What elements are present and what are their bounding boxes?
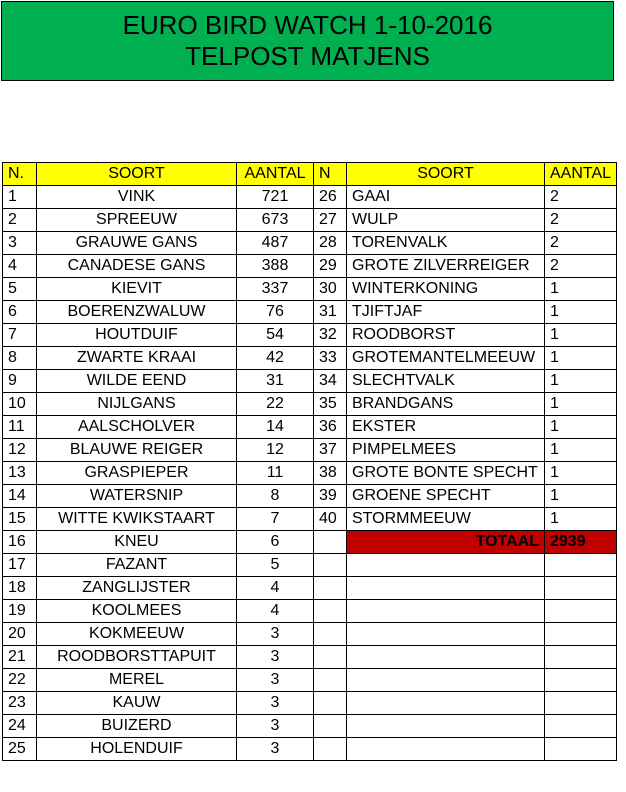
row-number: 20 xyxy=(3,623,37,646)
empty-cell xyxy=(545,692,617,715)
row-number: 33 xyxy=(314,347,347,370)
species-count: 1 xyxy=(545,278,617,301)
species-count: 4 xyxy=(237,600,314,623)
header-num-left: N. xyxy=(3,163,37,186)
species-name: SLECHTVALK xyxy=(347,370,545,393)
species-name: BLAUWE REIGER xyxy=(37,439,237,462)
species-count: 2 xyxy=(545,209,617,232)
table-row xyxy=(3,232,617,255)
row-number: 5 xyxy=(3,278,37,301)
species-name: TJIFTJAF xyxy=(347,301,545,324)
table-row xyxy=(3,209,617,232)
species-name: NIJLGANS xyxy=(37,393,237,416)
empty-cell xyxy=(545,646,617,669)
species-count: 1 xyxy=(545,370,617,393)
row-number: 7 xyxy=(3,324,37,347)
species-name: BRANDGANS xyxy=(347,393,545,416)
header-name-right: SOORT xyxy=(347,163,545,186)
title-banner xyxy=(1,1,614,81)
empty-cell xyxy=(314,600,347,623)
species-count: 1 xyxy=(545,393,617,416)
species-count: 1 xyxy=(545,347,617,370)
species-name: EKSTER xyxy=(347,416,545,439)
species-name: GRASPIEPER xyxy=(37,462,237,485)
row-number: 13 xyxy=(3,462,37,485)
species-count: 6 xyxy=(237,531,314,554)
empty-cell xyxy=(347,715,545,738)
species-name: KIEVIT xyxy=(37,278,237,301)
header-count-left: AANTAL xyxy=(237,163,314,186)
species-count: 12 xyxy=(237,439,314,462)
empty-cell xyxy=(545,577,617,600)
row-number: 2 xyxy=(3,209,37,232)
row-number: 31 xyxy=(314,301,347,324)
species-count: 8 xyxy=(237,485,314,508)
empty-cell xyxy=(314,692,347,715)
row-number: 24 xyxy=(3,715,37,738)
species-count: 11 xyxy=(237,462,314,485)
table-row xyxy=(3,531,617,554)
species-name: WATERSNIP xyxy=(37,485,237,508)
species-name: BUIZERD xyxy=(37,715,237,738)
species-count: 487 xyxy=(237,232,314,255)
empty-cell xyxy=(545,669,617,692)
table-row xyxy=(3,669,617,692)
species-count: 3 xyxy=(237,646,314,669)
species-count: 1 xyxy=(545,485,617,508)
species-count: 337 xyxy=(237,278,314,301)
title-line-2: TELPOST MATJENS xyxy=(185,41,430,71)
species-count: 54 xyxy=(237,324,314,347)
species-count: 388 xyxy=(237,255,314,278)
table-row xyxy=(3,370,617,393)
table-row xyxy=(3,715,617,738)
table-row xyxy=(3,301,617,324)
table-row xyxy=(3,324,617,347)
row-number: 4 xyxy=(3,255,37,278)
row-number: 30 xyxy=(314,278,347,301)
species-count: 2 xyxy=(545,186,617,209)
row-number: 12 xyxy=(3,439,37,462)
table-row xyxy=(3,255,617,278)
species-count: 1 xyxy=(545,439,617,462)
table-row xyxy=(3,646,617,669)
empty-cell xyxy=(347,646,545,669)
row-number: 23 xyxy=(3,692,37,715)
row-number: 29 xyxy=(314,255,347,278)
row-number: 21 xyxy=(3,646,37,669)
species-name: AALSCHOLVER xyxy=(37,416,237,439)
species-name: WINTERKONING xyxy=(347,278,545,301)
species-name: GAAI xyxy=(347,186,545,209)
empty-cell xyxy=(347,738,545,761)
species-count: 3 xyxy=(237,669,314,692)
species-count: 2 xyxy=(545,232,617,255)
empty-cell xyxy=(545,715,617,738)
table-row xyxy=(3,577,617,600)
table-row xyxy=(3,623,617,646)
row-number: 38 xyxy=(314,462,347,485)
row-number: 39 xyxy=(314,485,347,508)
bird-count-table xyxy=(2,162,617,761)
species-name: CANADESE GANS xyxy=(37,255,237,278)
species-count: 3 xyxy=(237,623,314,646)
row-number: 18 xyxy=(3,577,37,600)
row-number: 10 xyxy=(3,393,37,416)
total-label: TOTAAL xyxy=(347,531,545,554)
row-number: 25 xyxy=(3,738,37,761)
total-value: 2939 xyxy=(545,531,617,554)
species-name: ROODBORSTTAPUIT xyxy=(37,646,237,669)
row-number: 6 xyxy=(3,301,37,324)
row-number: 40 xyxy=(314,508,347,531)
empty-cell xyxy=(314,554,347,577)
row-number: 14 xyxy=(3,485,37,508)
header-num-right: N xyxy=(314,163,347,186)
species-name: HOUTDUIF xyxy=(37,324,237,347)
row-number: 9 xyxy=(3,370,37,393)
header-name-left: SOORT xyxy=(37,163,237,186)
species-count: 4 xyxy=(237,577,314,600)
empty-cell xyxy=(347,577,545,600)
species-name: KOKMEEUW xyxy=(37,623,237,646)
species-name: PIMPELMEES xyxy=(347,439,545,462)
species-count: 1 xyxy=(545,462,617,485)
row-number: 26 xyxy=(314,186,347,209)
species-name: GROTE BONTE SPECHT xyxy=(347,462,545,485)
row-number: 32 xyxy=(314,324,347,347)
species-count: 1 xyxy=(545,324,617,347)
empty-cell xyxy=(545,554,617,577)
empty-cell xyxy=(347,692,545,715)
species-name: GROTEMANTELMEEUW xyxy=(347,347,545,370)
row-number: 3 xyxy=(3,232,37,255)
table-row xyxy=(3,485,617,508)
table-row xyxy=(3,186,617,209)
species-count: 1 xyxy=(545,508,617,531)
row-number: 16 xyxy=(3,531,37,554)
species-count: 721 xyxy=(237,186,314,209)
row-number: 36 xyxy=(314,416,347,439)
species-name: KAUW xyxy=(37,692,237,715)
row-number: 19 xyxy=(3,600,37,623)
empty-cell xyxy=(347,623,545,646)
species-name: HOLENDUIF xyxy=(37,738,237,761)
empty-cell xyxy=(545,623,617,646)
empty-cell xyxy=(314,669,347,692)
table-row xyxy=(3,393,617,416)
species-count: 14 xyxy=(237,416,314,439)
species-name: WILDE EEND xyxy=(37,370,237,393)
empty-cell xyxy=(545,600,617,623)
empty-cell xyxy=(347,600,545,623)
row-number: 28 xyxy=(314,232,347,255)
species-name: STORMMEEUW xyxy=(347,508,545,531)
species-name: ROODBORST xyxy=(347,324,545,347)
empty-cell xyxy=(314,623,347,646)
title-line-1: EURO BIRD WATCH 1-10-2016 xyxy=(122,10,493,40)
empty-cell xyxy=(314,715,347,738)
table-row xyxy=(3,416,617,439)
empty-cell xyxy=(314,738,347,761)
table-row xyxy=(3,554,617,577)
species-name: WITTE KWIKSTAART xyxy=(37,508,237,531)
species-name: TORENVALK xyxy=(347,232,545,255)
species-name: ZANGLIJSTER xyxy=(37,577,237,600)
empty-cell xyxy=(314,531,347,554)
row-number: 35 xyxy=(314,393,347,416)
species-count: 3 xyxy=(237,738,314,761)
table-row xyxy=(3,738,617,761)
row-number: 22 xyxy=(3,669,37,692)
species-name: SPREEUW xyxy=(37,209,237,232)
species-count: 76 xyxy=(237,301,314,324)
species-count: 3 xyxy=(237,715,314,738)
table-row xyxy=(3,462,617,485)
row-number: 8 xyxy=(3,347,37,370)
header-row xyxy=(3,163,617,186)
species-name: ZWARTE KRAAI xyxy=(37,347,237,370)
species-name: MEREL xyxy=(37,669,237,692)
species-name: KNEU xyxy=(37,531,237,554)
row-number: 17 xyxy=(3,554,37,577)
table-row xyxy=(3,508,617,531)
species-count: 42 xyxy=(237,347,314,370)
row-number: 34 xyxy=(314,370,347,393)
species-name: VINK xyxy=(37,186,237,209)
species-count: 1 xyxy=(545,301,617,324)
table-body xyxy=(3,163,617,761)
species-count: 673 xyxy=(237,209,314,232)
species-name: GROTE ZILVERREIGER xyxy=(347,255,545,278)
row-number: 1 xyxy=(3,186,37,209)
table-row xyxy=(3,692,617,715)
empty-cell xyxy=(347,669,545,692)
header-count-right: AANTAL xyxy=(545,163,617,186)
row-number: 27 xyxy=(314,209,347,232)
species-name: WULP xyxy=(347,209,545,232)
species-count: 31 xyxy=(237,370,314,393)
species-count: 5 xyxy=(237,554,314,577)
empty-cell xyxy=(314,646,347,669)
empty-cell xyxy=(545,738,617,761)
species-count: 22 xyxy=(237,393,314,416)
row-number: 11 xyxy=(3,416,37,439)
species-count: 1 xyxy=(545,416,617,439)
species-count: 2 xyxy=(545,255,617,278)
table-row xyxy=(3,347,617,370)
row-number: 15 xyxy=(3,508,37,531)
species-count: 7 xyxy=(237,508,314,531)
empty-cell xyxy=(347,554,545,577)
species-name: KOOLMEES xyxy=(37,600,237,623)
table-row xyxy=(3,278,617,301)
species-name: GRAUWE GANS xyxy=(37,232,237,255)
empty-cell xyxy=(314,577,347,600)
table-row xyxy=(3,439,617,462)
species-name: BOERENZWALUW xyxy=(37,301,237,324)
species-name: FAZANT xyxy=(37,554,237,577)
table-row xyxy=(3,600,617,623)
row-number: 37 xyxy=(314,439,347,462)
species-name: GROENE SPECHT xyxy=(347,485,545,508)
species-count: 3 xyxy=(237,692,314,715)
